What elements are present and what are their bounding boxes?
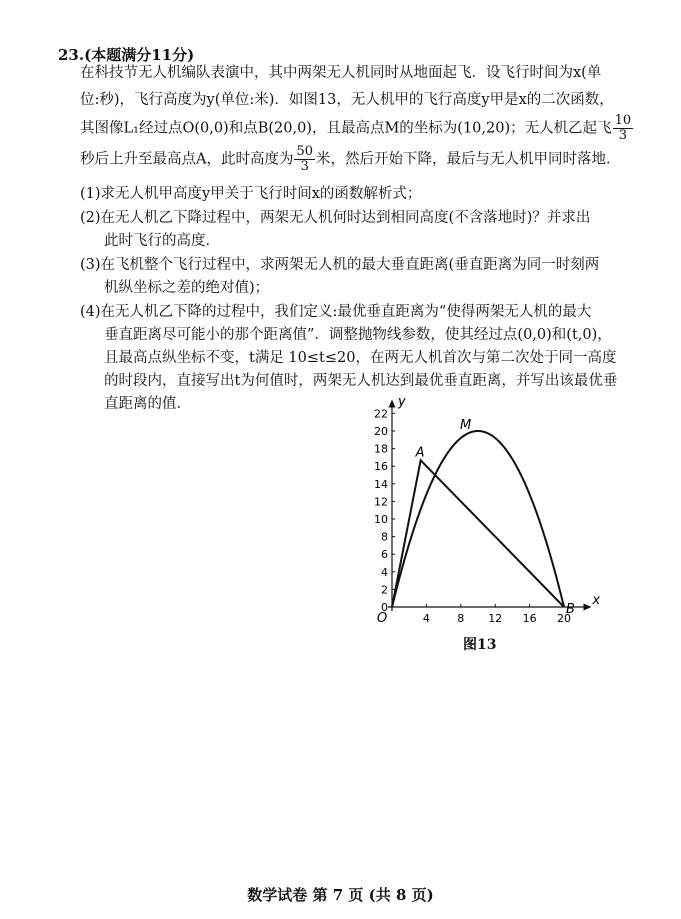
y-axis-arrow [389, 399, 396, 407]
y-tick-label: 22 [374, 407, 388, 421]
fraction-50-3 [294, 145, 315, 174]
x-tick-label: 4 [422, 612, 430, 625]
sub-question-2-cont: 此时飞行的高度． [104, 233, 220, 249]
fraction-denominator: 3 [300, 159, 309, 174]
sub-question-2: (2)在无人机乙下降过程中，两架无人机何时达到相同高度(不含落地时)？并求出 [80, 210, 591, 226]
question-header [58, 44, 194, 65]
y-tick-label: 10 [374, 513, 388, 526]
y-tick-label: 14 [374, 477, 388, 491]
x-tick-label: 8 [457, 612, 465, 625]
stem-line-1: 在科技节无人机编队表演中，其中两架无人机同时从地面起飞．设飞行时间为x(单 [80, 65, 602, 81]
stem-line-3 [80, 113, 632, 143]
y-axis-label: y [398, 395, 406, 410]
point-M-label: M [460, 418, 472, 433]
sub-question-4-line-5: 直距离的值． [104, 396, 191, 412]
y-tick-label: 16 [374, 460, 388, 474]
fraction-10-3 [613, 114, 634, 143]
y-tick-label: 2 [381, 583, 388, 597]
stem-line-3-text: 其图像L₁经过点O(0,0)和点B(20,0)，且最高点M的坐标为(10,20)；无人机乙起飞 [80, 120, 612, 137]
fraction-numerator: 50 [296, 144, 314, 159]
stem-line-4-text: 秒后上升至最高点A，此时高度为 [80, 151, 294, 168]
y-tick-label: 18 [374, 442, 388, 456]
question-number: 23. [58, 46, 85, 64]
sub-question-3-cont: 机纵坐标之差的绝对值)； [104, 280, 270, 296]
sub-question-4-line-4: 的时段内，直接写出t为何值时，两架无人机达到最优垂直距离，并写出该最优垂 [104, 373, 618, 389]
sub-question-4-line-3: 且最高点纵坐标不变，t满足 10≤t≤20，在两无人机首次与第二次处于同一高度 [104, 350, 617, 366]
x-tick-label: 12 [488, 612, 503, 625]
y-tick-label: 4 [381, 565, 388, 579]
sub-question-1: (1)求无人机甲高度y甲关于飞行时间x的函数解析式； [80, 186, 422, 202]
sub-question-4: (4)在无人机乙下降的过程中，我们定义:最优垂直距离为“使得两架无人机的最大 [80, 304, 592, 320]
x-axis-arrow [584, 604, 592, 611]
fraction-denominator: 3 [618, 128, 628, 143]
fraction-numerator: 10 [614, 113, 632, 128]
function-graph [355, 395, 615, 631]
page-footer: 数学试卷 第 7 页 (共 8 页) [247, 886, 434, 904]
drone-yi-path [392, 460, 564, 607]
stem-line-2: 位:秒)，飞行高度为y(单位:米)．如图13，无人机甲的飞行高度y甲是x的二次函数， [80, 92, 614, 108]
y-tick-label: 8 [381, 530, 388, 544]
origin-label: O [377, 611, 388, 626]
y-tick-label: 6 [381, 548, 388, 562]
y-tick-label: 12 [374, 495, 388, 509]
figure-13 [355, 395, 615, 635]
y-tick-label: 0 [381, 601, 388, 614]
stem-line-4 [80, 144, 621, 174]
point-B-label: B [566, 602, 575, 617]
x-tick-label: 20 [557, 612, 571, 625]
stem-line-4-tail: 米，然后开始下降，最后与无人机甲同时落地． [316, 151, 621, 168]
y-tick-label: 20 [374, 425, 388, 438]
figure-caption: 图13 [463, 637, 497, 653]
x-axis-label: x [592, 593, 601, 608]
question-points: (本题满分11分) [84, 46, 195, 64]
sub-question-4-line-2: 垂直距离尽可能小的那个距离值”．调整抛物线参数，使其经过点(0,0)和(t,0)， [104, 327, 612, 343]
sub-question-3: (3)在飞机整个飞行过程中，求两架无人机的最大垂直距离(垂直距离为同一时刻两 [80, 257, 600, 273]
x-tick-label: 16 [522, 612, 537, 625]
point-A-label: A [415, 445, 425, 461]
